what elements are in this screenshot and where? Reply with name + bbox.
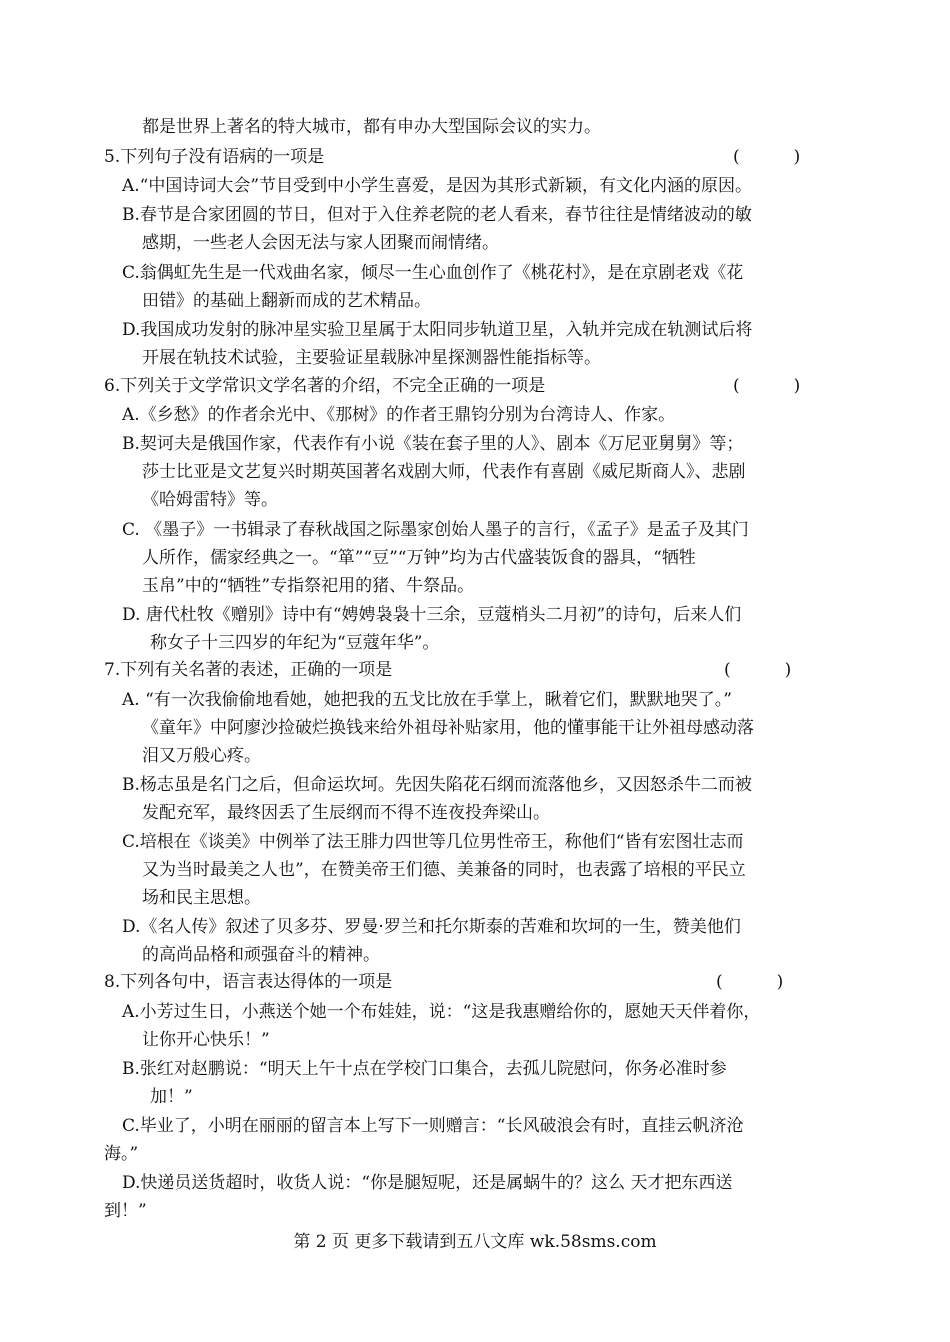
q5-option-c: C.翁偶虹先生是一代戏曲名家，倾尽一生心血创作了《桃花村》，是在京剧老戏《花 [122, 263, 744, 283]
q5-option-c-cont: 田错》的基础上翻新而成的艺术精品。 [142, 291, 431, 311]
question-6-answer-blank: ( ) [733, 376, 801, 396]
q6-option-b: B.契诃夫是俄国作家，代表作有小说《装在套子里的人》、剧本《万尼亚舅舅》等； [122, 434, 744, 454]
question-5-answer-blank: ( ) [733, 147, 801, 167]
q8-option-d-cont: 到！” [104, 1201, 147, 1221]
q6-option-a: A.《乡愁》的作者余光中、《那树》的作者王鼎钧分别为台湾诗人、作家。 [122, 405, 676, 425]
page-footer: 第 2 页 更多下载请到五八文库 wk.58sms.com [293, 1232, 657, 1252]
q8-option-b-cont: 加！” [150, 1087, 193, 1107]
q6-option-d: D. 唐代杜牧《赠别》诗中有“娉娉袅袅十三余，豆蔻梢头二月初”的诗句，后来人们 [122, 605, 742, 625]
question-7-answer-blank: ( ) [724, 660, 792, 680]
q7-option-b-cont: 发配充军，最终因丢了生辰纲而不得不连夜投奔梁山。 [142, 803, 550, 823]
q7-option-b: B.杨志虽是名门之后，但命运坎坷。先因失陷花石纲而流落他乡，又因怒杀牛二而被 [122, 775, 752, 795]
question-8-stem: 8.下列各句中，语言表达得体的一项是 [104, 972, 393, 992]
q8-option-d: D.快递员送货超时，收货人说：“你是腿短呢，还是属蜗牛的？这么 天才把东西送 [122, 1173, 733, 1193]
q5-option-d-cont: 开展在轨技术试验，主要验证星载脉冲星探测器性能指标等。 [142, 348, 601, 368]
q6-option-c-cont: 人所作，儒家经典之一。“箪”“豆”“万钟”均为古代盛装饭食的器具，“牺牲 [142, 548, 696, 568]
q7-option-a: A. “有一次我偷偷地看她，她把我的五戈比放在手掌上，瞅着它们，默默地哭了。” [122, 690, 732, 710]
q6-option-b-cont: 莎士比亚是文艺复兴时期英国著名戏剧大师，代表作有喜剧《威尼斯商人》、悲剧 [142, 462, 746, 482]
question-8-answer-blank: ( ) [716, 972, 784, 992]
q7-option-a-cont: 泪又万般心疼。 [142, 746, 261, 766]
intro-line: 都是世界上著名的特大城市，都有申办大型国际会议的实力。 [142, 117, 601, 137]
q8-option-a: A.小芳过生日，小燕送个她一个布娃娃，说：“这是我惠赠给你的，愿她天天伴着你， [122, 1002, 761, 1022]
q7-option-c-cont: 场和民主思想。 [142, 888, 261, 908]
q5-option-d: D.我国成功发射的脉冲星实验卫星属于太阳同步轨道卫星，入轨并完成在轨测试后将 [122, 320, 753, 340]
q6-option-d-cont: 称女子十三四岁的年纪为“豆蔻年华”。 [150, 633, 440, 653]
q8-option-c: C.毕业了，小明在丽丽的留言本上写下一则赠言：“长风破浪会有时，直挂云帆济沧 [122, 1116, 744, 1136]
q8-option-a-cont: 让你开心快乐！” [142, 1030, 270, 1050]
q7-option-c-cont: 又为当时最美之人也”，在赞美帝王们德、美兼备的同时，也表露了培根的平民立 [142, 860, 746, 880]
q8-option-c-cont: 海。” [104, 1144, 139, 1164]
q5-option-a: A.“中国诗词大会”节目受到中小学生喜爱，是因为其形式新颖，有文化内涵的原因。 [122, 176, 753, 196]
q7-option-d: D.《名人传》叙述了贝多芬、罗曼·罗兰和托尔斯泰的苦难和坎坷的一生，赞美他们 [122, 917, 741, 937]
q7-option-c: C.培根在《谈美》中例举了法王腓力四世等几位男性帝王，称他们“皆有宏图壮志而 [122, 832, 744, 852]
q7-option-a-cont: 《童年》中阿廖沙捡破烂换钱来给外祖母补贴家用，他的懂事能干让外祖母感动落 [142, 718, 754, 738]
q5-option-b-cont: 感期，一些老人会因无法与家人团聚而闹情绪。 [142, 233, 499, 253]
question-5-stem: 5.下列句子没有语病的一项是 [104, 147, 325, 167]
question-6-stem: 6.下列关于文学常识文学名著的介绍，不完全正确的一项是 [104, 376, 546, 396]
q8-option-b: B.张红对赵鹏说：“明天上午十点在学校门口集合，去孤儿院慰问，你务必准时参 [122, 1059, 727, 1079]
q6-option-c-cont: 玉帛”中的“牺牲”专指祭祀用的猪、牛祭品。 [142, 576, 475, 596]
q6-option-c: C. 《墨子》一书辑录了春秋战国之际墨家创始人墨子的言行，《孟子》是孟子及其门 [122, 520, 749, 540]
q5-option-b: B.春节是合家团圆的节日，但对于入住养老院的老人看来，春节往往是情绪波动的敏 [122, 205, 752, 225]
question-7-stem: 7.下列有关名著的表述，正确的一项是 [104, 660, 393, 680]
q6-option-b-cont: 《哈姆雷特》等。 [142, 490, 278, 510]
q7-option-d-cont: 的高尚品格和顽强奋斗的精神。 [142, 945, 380, 965]
